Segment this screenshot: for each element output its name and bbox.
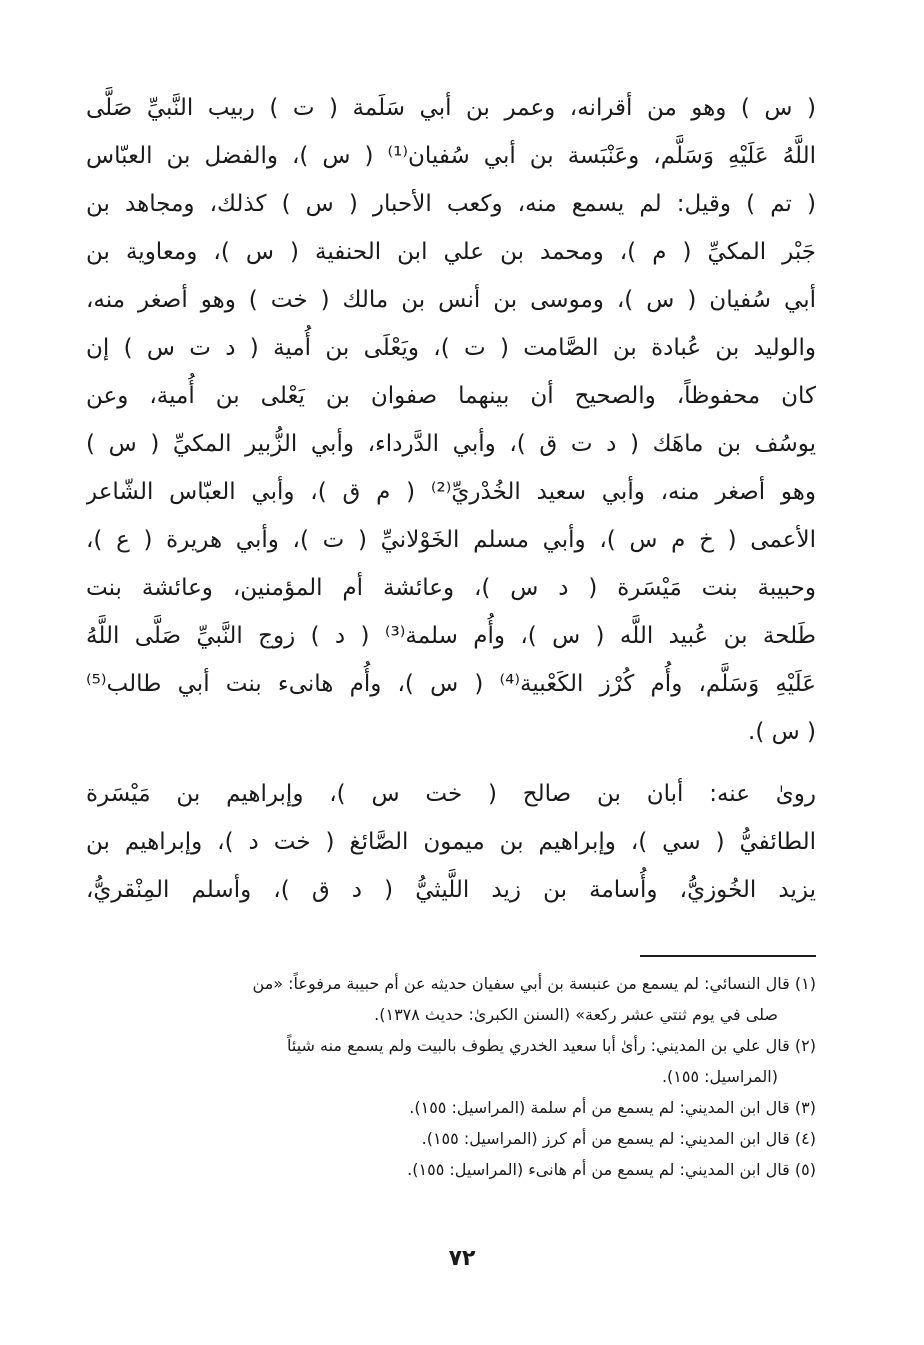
text-line: وحبيبة بنت مَيْسَرة ( د س )، وعائشة أم المؤمنين، وعائشة بنت	[86, 575, 816, 601]
text-line: ( س ) وهو من أقرانه، وعمر بن أبي سَلَمة ( ت ) ربيب النَّبيِّ صَلَّى	[86, 95, 816, 121]
body-paragraph-1	[86, 84, 816, 756]
text-line: جَبْر المكيِّ ( م )، ومحمد بن علي ابن الحنفية ( س )، ومعاوية بن	[86, 239, 816, 265]
text-line: وهو أصغر منه، وأبي سعيد الخُدْريِّ⁽²⁾ ( م ق )، وأبي العبّاس الشّاعر	[86, 479, 816, 505]
footnote-3: (٣) قال ابن المديني: لم يسمع من أم سلمة (المراسيل: ١٥٥).	[409, 1098, 816, 1117]
text-line: والوليد بن عُبادة بن الصَّامت ( ت )، ويَعْلَى بن أُمية ( د ت س ) إن	[86, 335, 816, 361]
text-line: يزيد الخُوزيُّ، وأُسامة بن زيد اللَّيثيُّ ( د ق )، وأسلم المِنْقريُّ،	[86, 877, 816, 903]
text-line: روىٰ عنه: أبان بن صالح ( خت س )، وإبراهيم بن مَيْسَرة	[86, 781, 816, 807]
text-line: الطائفيُّ ( سي )، وإبراهيم بن ميمون الصَّائغ ( خت د )، وإبراهيم بن	[86, 829, 816, 855]
footnote-divider	[640, 955, 816, 957]
text-line: طَلحة بن عُبيد اللَّه ( س )، وأُم سلمة⁽³⁾ ( د ) زوج النَّبيِّ صَلَّى اللَّهُ	[86, 623, 816, 649]
text-line: ( س ).	[748, 719, 816, 745]
text-line: كان محفوظاً، والصحيح أن بينهما صفوان بن يَعْلى بن أُمية، وعن	[86, 383, 816, 409]
text-line: اللَّهُ عَلَيْهِ وَسَلَّم، وعَنْبَسة بن أبي سُفيان⁽¹⁾ ( س )، والفضل بن العبّاس	[86, 143, 816, 169]
page-number: ٧٢	[448, 1246, 476, 1271]
text-line: أبي سُفيان ( س )، وموسى بن أنس بن مالك ( خت ) وهو أصغر منه،	[86, 287, 816, 313]
footnote-1-continuation: صلى في يوم ثنتي عشر ركعة» (السنن الكبرىٰ: حديث ١٣٧٨).	[374, 1005, 778, 1024]
text-line: الأعمى ( خ م س )، وأبي مسلم الخَوْلانيِّ ( ت )، وأبي هريرة ( ع )،	[86, 527, 816, 553]
footnote-5: (٥) قال ابن المديني: لم يسمع من أم هانىء (المراسيل: ١٥٥).	[407, 1160, 816, 1179]
text-line: ( تم ) وقيل: لم يسمع منه، وكعب الأحبار ( س ) كذلك، ومجاهد بن	[86, 191, 816, 217]
footnotes	[86, 968, 816, 1185]
footnote-2-continuation: (المراسيل: ١٥٥).	[661, 1067, 778, 1086]
text-line: يوسُف بن ماهَك ( د ت ق )، وأبي الدَّرداء، وأبي الزُّبير المكيِّ ( س )	[86, 431, 816, 457]
footnote-2: (٢) قال علي بن المديني: رأىٰ أبا سعيد الخدري يطوف بالبيت ولم يسمع منه شيئاً	[287, 1036, 816, 1055]
body-paragraph-2	[86, 770, 816, 914]
text-line: عَلَيْهِ وَسَلَّم، وأُم كُرْز الكَعْبية⁽⁴⁾ ( س )، وأُم هانىء بنت أبي طالب⁽⁵⁾	[86, 671, 816, 697]
footnote-4: (٤) قال ابن المديني: لم يسمع من أم كرز (المراسيل: ١٥٥).	[421, 1129, 816, 1148]
footnote-1: (١) قال النسائي: لم يسمع من عنبسة بن أبي سفيان حديثه عن أم حبيبة مرفوعاً: «من	[252, 974, 816, 993]
